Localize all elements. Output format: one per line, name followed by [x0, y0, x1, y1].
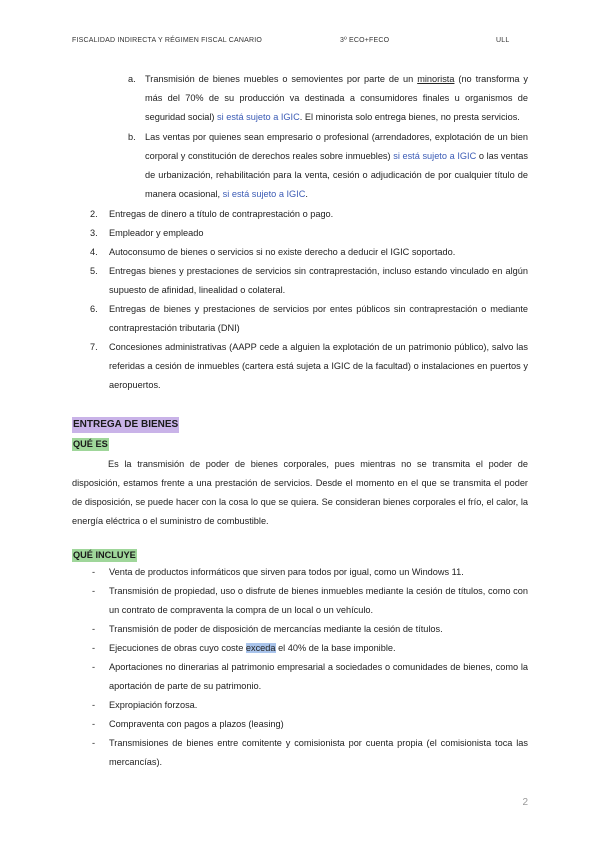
bullet-marker: - — [92, 662, 96, 672]
list-item-marker: 4. — [90, 247, 98, 257]
header-university: ULL — [496, 37, 510, 44]
list-item-marker: 7. — [90, 342, 98, 352]
list-item: Autoconsumo de bienes o servicios si no existe derecho a deducir el IGIC soportado. — [109, 247, 456, 257]
list-item: Entregas de dinero a título de contraprestación o pago. — [109, 209, 334, 219]
list-item: Transmisiones de bienes entre comitente y comisionista por cuenta propia (el comisionista toca las mercancías). — [109, 738, 528, 767]
sub-item-b-marker: b. — [128, 132, 136, 142]
bullet-marker: - — [92, 624, 96, 634]
bullet-marker: - — [92, 719, 96, 729]
que-es-paragraph: Es la transmisión de poder de bienes corporales, pues mientras no se transmita el poder de disposición, estamos frente a una prestación de servicios. Desde el momento en el que se transmita el poder de disposición, se puede hacer con la cosa lo que se quiera. Se consideran bienes corporales el frío, el calor, la energía eléctrica o el suministro de combustible. — [72, 459, 528, 526]
list-item-marker: 6. — [90, 304, 98, 314]
list-item-marker: 3. — [90, 228, 98, 238]
list-item: Concesiones administrativas (AAPP cede a alguien la explotación de un patrimonio público), salvo las referidas a cesión de inmuebles (cartera está sujeta a IGIC de la facultad) o instalaciones en puertos y aeropuertos. — [109, 342, 528, 390]
header-course: FISCALIDAD INDIRECTA Y RÉGIMEN FISCAL CANARIO — [72, 37, 262, 44]
bullet-marker: - — [92, 738, 96, 748]
list-item: Empleador y empleado — [109, 228, 204, 238]
header-degree: 3º ECO+FECO — [340, 37, 390, 44]
list-item: Expropiación forzosa. — [109, 700, 198, 710]
list-item: Entregas bienes y prestaciones de servicios sin contraprestación, incluso estando vinculado en algún supuesto de afinidad, linealidad o colateral. — [109, 266, 528, 295]
section-title: ENTREGA DE BIENES — [72, 417, 179, 433]
sub-item-a: Transmisión de bienes muebles o semovientes por parte de un minorista (no transforma y más del 70% de su producción va destinada a consumidores finales u organismos de seguridad social) si está sujeto a IGIC. El minorista solo entrega bienes, no presta servicios. — [145, 74, 528, 122]
bullet-marker: - — [92, 700, 96, 710]
que-incluye-heading: QUÉ INCLUYE — [73, 550, 136, 560]
list-item: Venta de productos informáticos que sirven para todos por igual, como un Windows 11. — [109, 567, 464, 577]
bullet-marker: - — [92, 567, 96, 577]
list-item: Aportaciones no dinerarias al patrimonio empresarial a sociedades o comunidades de bienes, como la aportación de parte de su patrimonio. — [109, 662, 528, 691]
bullet-marker: - — [92, 643, 96, 653]
highlighted-word: exceda — [245, 643, 276, 653]
bullet-marker: - — [92, 586, 96, 596]
list-item: Transmisión de propiedad, uso o disfrute de bienes inmuebles mediante la cesión de títulos, como con un contrato de compraventa la compra de un local o un vehículo. — [109, 586, 528, 615]
sub-item-a-marker: a. — [128, 74, 136, 84]
list-item: Entregas de bienes y prestaciones de servicios por entes públicos sin contraprestación o mediante contraprestación tributaria (DNI) — [109, 304, 528, 333]
list-item: Transmisión de poder de disposición de mercancías mediante la cesión de títulos. — [109, 624, 443, 634]
list-item: Compraventa con pagos a plazos (leasing) — [109, 719, 284, 729]
page-number: 2 — [522, 797, 528, 808]
sub-item-b: Las ventas por quienes sean empresario o profesional (arrendadores, explotación de un bien corporal y constitución de derechos reales sobre inmuebles) si está sujeto a IGIC o las ventas de urbanización, rehabilitación para la venta, cesión o adjudicación de por cualquier título de manera ocasional, si está sujeto a IGIC. — [145, 132, 528, 199]
list-item-marker: 5. — [90, 266, 98, 276]
list-item-marker: 2. — [90, 209, 98, 219]
que-es-heading: QUÉ ES — [73, 439, 108, 449]
list-item: Ejecuciones de obras cuyo coste exceda el 40% de la base imponible. — [109, 643, 396, 653]
